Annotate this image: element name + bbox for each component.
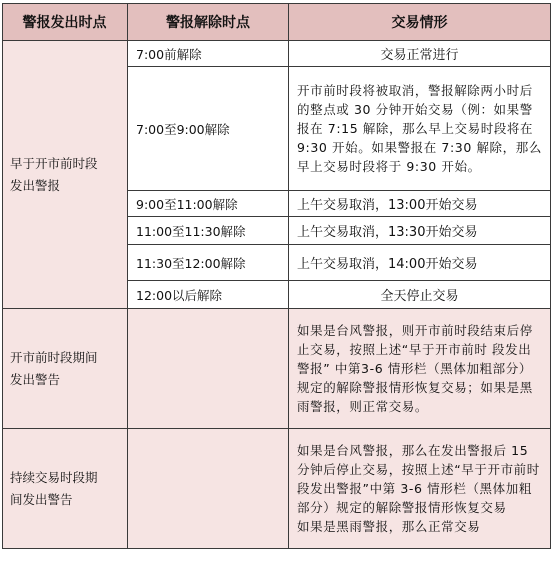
header-trading-situation: 交易情形	[289, 3, 551, 41]
situation-cell	[289, 217, 551, 245]
situation-text: 全天停止交易	[380, 289, 459, 304]
header-release-time: 警报解除时点	[128, 3, 289, 41]
group-label-before-premarket	[2, 41, 128, 309]
situation-text: 如果是台风警报，则开市前时段结束后停止交易，按照上述“早于开市前时 段发出警报” 中第3-6 情形栏（黑体加粗部分）规定的解除警报情形恢复交易；如果是黑雨警报，则正常交易。	[297, 323, 533, 414]
release-cell	[128, 67, 289, 191]
group-label-text: 开市前时段期间 发出警告	[10, 349, 98, 387]
situation-cell	[289, 309, 551, 429]
situation-cell	[289, 245, 551, 281]
situation-text: 上午交易取消，14:00开始交易	[297, 257, 478, 272]
situation-cell	[289, 281, 551, 309]
warning-trading-table	[2, 3, 551, 549]
release-text: 7:00至9:00解除	[136, 121, 230, 137]
release-text: 9:00至11:00解除	[136, 196, 238, 212]
group-label-premarket-period	[2, 309, 128, 429]
release-cell	[128, 191, 289, 217]
release-cell	[128, 41, 289, 67]
release-cell-empty	[128, 429, 289, 549]
group-label-continuous-period	[2, 429, 128, 549]
situation-text: 上午交易取消，13:30开始交易	[297, 225, 478, 240]
group-label-text: 早于开市前时段 发出警报	[10, 155, 98, 193]
situation-cell	[289, 41, 551, 67]
situation-cell	[289, 67, 551, 191]
situation-text: 开市前时段将被取消，警报解除两小时后的整点或 30 分钟开始交易（例：如果警报在 7:15 解除，那么早上交易时段将在 9:30 开始。如果警报在 7:30 解除，那么早上交易时段将于 9:30 开始。	[297, 83, 542, 174]
release-text: 7:00前解除	[136, 46, 202, 62]
release-cell	[128, 217, 289, 245]
group-label-text: 持续交易时段期 间发出警告	[10, 469, 98, 507]
release-cell	[128, 281, 289, 309]
situation-text: 交易正常进行	[380, 48, 459, 63]
situation-cell	[289, 191, 551, 217]
situation-cell	[289, 429, 551, 549]
situation-text: 如果是台风警报，那么在发出警报后 15 分钟后停止交易，按照上述“早于开市前时段发出警报”中第 3-6 情形栏（黑体加粗部分）规定的解除警报情形恢复交易 如果是黑雨警报，那么正常交易	[297, 443, 540, 534]
release-text: 11:00至11:30解除	[136, 223, 246, 239]
release-text: 12:00以后解除	[136, 287, 223, 303]
situation-text: 上午交易取消，13:00开始交易	[297, 198, 478, 213]
header-issue-time: 警报发出时点	[2, 3, 128, 41]
release-text: 11:30至12:00解除	[136, 255, 246, 271]
release-cell-empty	[128, 309, 289, 429]
release-cell	[128, 245, 289, 281]
